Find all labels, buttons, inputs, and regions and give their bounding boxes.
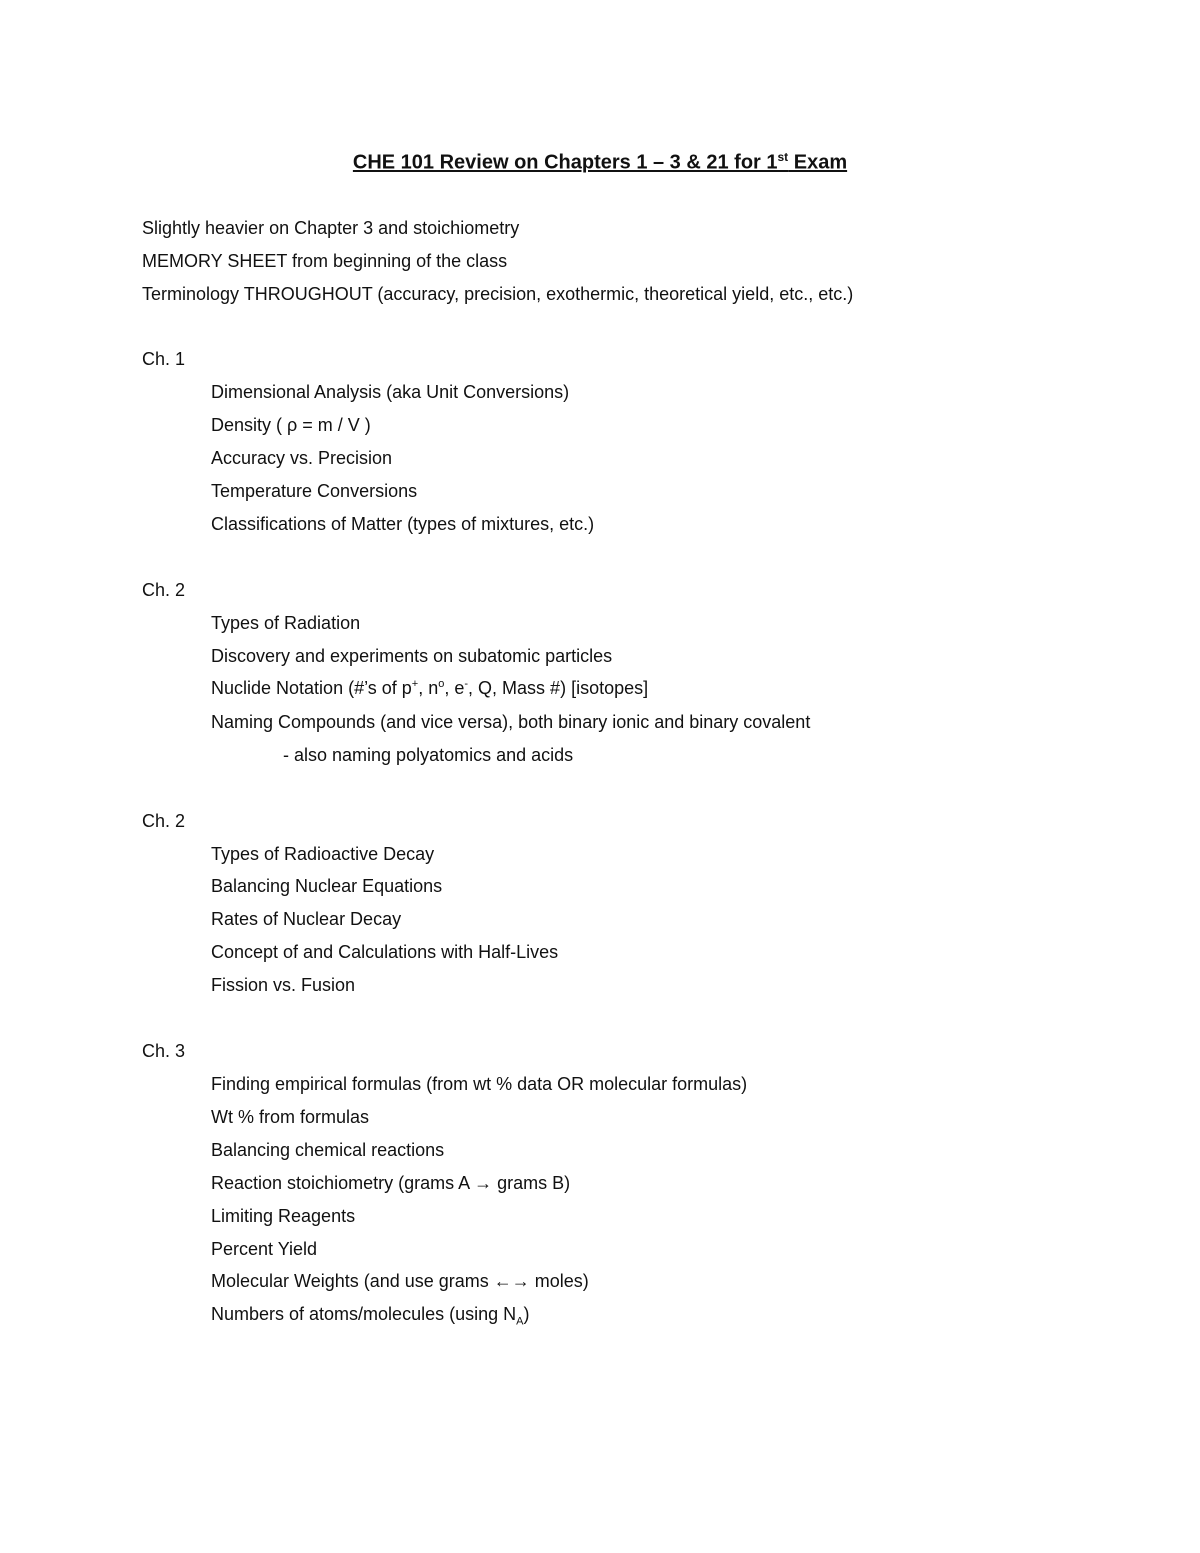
list-item: Naming Compounds (and vice versa), both binary ionic and binary covalent	[211, 712, 811, 732]
sub-item: - also naming polyatomics and acids	[283, 745, 574, 765]
nuclide-text: , n	[418, 678, 439, 698]
list-item: Fission vs. Fusion	[211, 975, 356, 995]
chapter-heading: Ch. 1	[142, 349, 186, 369]
list-item: Types of Radiation	[211, 613, 361, 633]
nuclide-text: Nuclide Notation (#’s of p	[211, 678, 412, 698]
list-item: Balancing Nuclear Equations	[211, 876, 443, 896]
title-text: CHE 101 Review on Chapters 1 – 3 & 21 for 1	[352, 151, 778, 174]
superscript: -	[464, 678, 469, 690]
list-item: Concept of and Calculations with Half-Lives	[211, 942, 559, 962]
avogadro-text: Numbers of atoms/molecules (using N	[211, 1304, 517, 1324]
list-item: Reaction stoichiometry (grams A → grams B)	[211, 1173, 571, 1193]
list-item: Wt % from formulas	[211, 1107, 370, 1127]
chapter-heading: Ch. 2	[142, 580, 186, 600]
superscript: +	[411, 678, 419, 690]
list-item: Rates of Nuclear Decay	[211, 909, 402, 929]
intro-line: Slightly heavier on Chapter 3 and stoichiometry	[142, 218, 520, 238]
list-item: Percent Yield	[211, 1239, 318, 1259]
list-item: Temperature Conversions	[211, 481, 418, 501]
nuclide-text: , e	[444, 678, 465, 698]
title-tail: Exam	[788, 151, 848, 174]
list-item: Finding empirical formulas (from wt % data OR molecular formulas)	[211, 1074, 748, 1094]
list-item: Discovery and experiments on subatomic particles	[211, 646, 613, 666]
subscript: A	[516, 1315, 524, 1328]
list-item: Balancing chemical reactions	[211, 1140, 445, 1160]
title-superscript: st	[777, 150, 789, 164]
list-item: Dimensional Analysis (aka Unit Conversions)	[211, 382, 570, 402]
list-item-avogadro	[211, 1302, 529, 1326]
list-item-nuclide	[211, 676, 648, 700]
list-item: Density ( ρ = m / V )	[211, 415, 371, 435]
chapter-heading: Ch. 2	[142, 811, 186, 831]
list-item: Accuracy vs. Precision	[211, 448, 393, 468]
intro-line: Terminology THROUGHOUT (accuracy, precision, exothermic, theoretical yield, etc., etc.)	[142, 284, 854, 304]
list-item: Molecular Weights (and use grams ←→ moles)	[211, 1271, 589, 1291]
list-item: Classifications of Matter (types of mixtures, etc.)	[211, 514, 595, 534]
nuclide-text: , Q, Mass #) [isotopes]	[468, 678, 649, 698]
avogadro-text: )	[523, 1304, 530, 1324]
list-item: Limiting Reagents	[211, 1206, 356, 1226]
page-title	[0, 143, 1200, 177]
chapter-heading: Ch. 3	[142, 1041, 186, 1061]
intro-line: MEMORY SHEET from beginning of the class	[142, 251, 508, 271]
superscript: o	[438, 678, 445, 690]
list-item: Types of Radioactive Decay	[211, 844, 435, 864]
